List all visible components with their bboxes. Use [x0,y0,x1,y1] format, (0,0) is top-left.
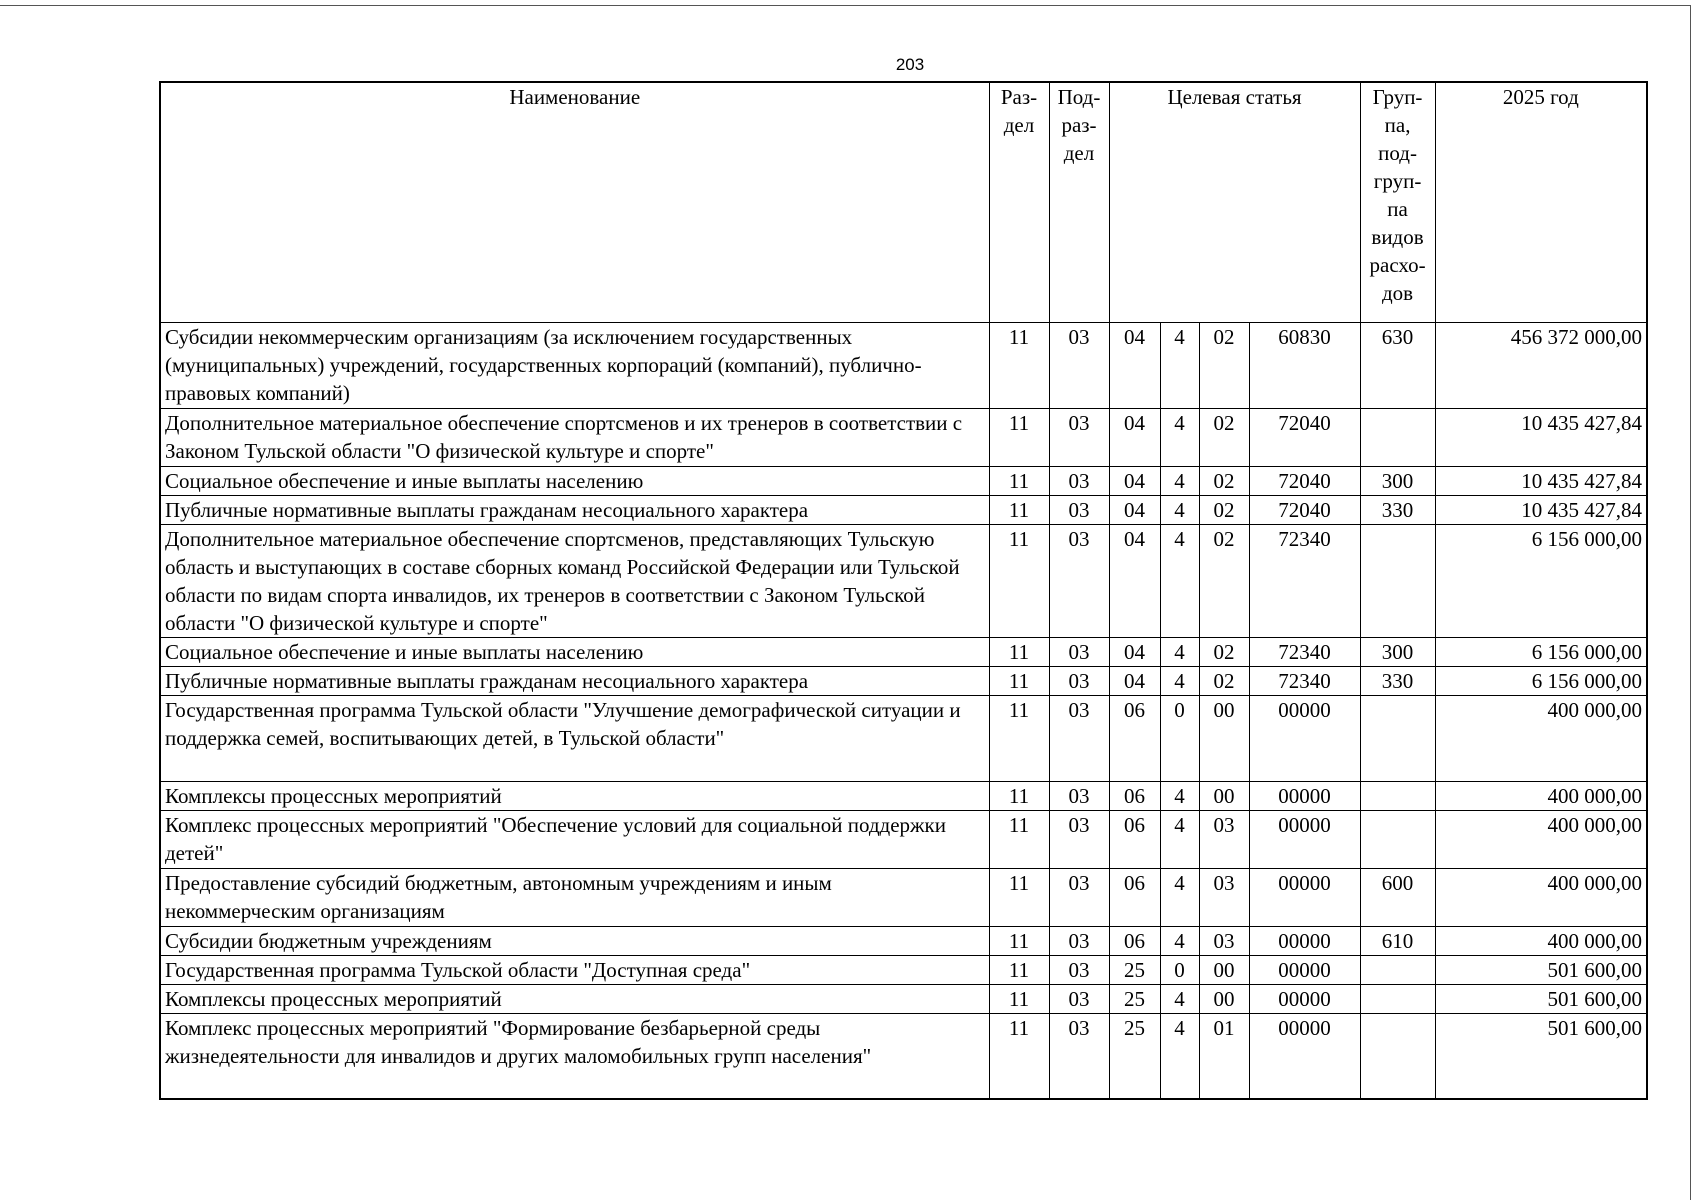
row-target-direction: 00000 [1249,1013,1360,1099]
row-razdel: 11 [989,868,1049,926]
row-podrazdel: 03 [1049,955,1109,984]
row-expense-group: 610 [1360,926,1435,955]
header-expense-group: Груп- па, под- груп- па видов расхо- дов [1360,82,1435,322]
row-expense-group [1360,955,1435,984]
row-target-type: 4 [1160,637,1199,666]
row-target-direction: 00000 [1249,868,1360,926]
row-target-direction: 00000 [1249,695,1360,781]
row-target-program: 25 [1109,955,1160,984]
row-expense-group [1360,810,1435,868]
table-row [160,868,1647,926]
row-podrazdel: 03 [1049,781,1109,810]
row-name: Комплекс процессных мероприятий "Формирование безбарьерной среды жизнедеятельности для инвалидов и других маломобильных групп населения" [160,1013,989,1099]
row-amount: 501 600,00 [1435,955,1647,984]
row-target-type: 4 [1160,408,1199,466]
row-target-program: 06 [1109,926,1160,955]
row-podrazdel: 03 [1049,984,1109,1013]
row-target-subprogram: 00 [1199,984,1249,1013]
row-target-program: 06 [1109,781,1160,810]
row-target-subprogram: 02 [1199,408,1249,466]
row-target-program: 25 [1109,984,1160,1013]
row-amount: 400 000,00 [1435,781,1647,810]
header-row [160,82,1647,322]
row-target-program: 06 [1109,810,1160,868]
row-target-program: 06 [1109,695,1160,781]
row-target-program: 06 [1109,868,1160,926]
row-target-type: 4 [1160,466,1199,495]
row-amount: 6 156 000,00 [1435,524,1647,637]
row-amount: 501 600,00 [1435,1013,1647,1099]
row-target-type: 4 [1160,781,1199,810]
table-row [160,781,1647,810]
row-target-direction: 00000 [1249,955,1360,984]
row-target-program: 04 [1109,466,1160,495]
row-expense-group: 300 [1360,466,1435,495]
row-expense-group [1360,984,1435,1013]
row-name: Дополнительное материальное обеспечение спортсменов и их тренеров в соответствии с Законом Тульской области "О физической культуре и спорте" [160,408,989,466]
row-target-program: 04 [1109,495,1160,524]
row-target-direction: 72040 [1249,495,1360,524]
table-body [160,322,1647,1099]
row-target-program: 04 [1109,637,1160,666]
header-name: Наименование [160,82,989,322]
row-expense-group: 630 [1360,322,1435,408]
row-name: Комплексы процессных мероприятий [160,781,989,810]
row-amount: 501 600,00 [1435,984,1647,1013]
header-year: 2025 год [1435,82,1647,322]
row-target-subprogram: 02 [1199,524,1249,637]
row-target-program: 04 [1109,408,1160,466]
row-target-program: 04 [1109,524,1160,637]
row-expense-group [1360,695,1435,781]
row-podrazdel: 03 [1049,524,1109,637]
row-expense-group [1360,1013,1435,1099]
row-target-type: 4 [1160,495,1199,524]
table-row [160,1013,1647,1099]
row-target-direction: 72340 [1249,666,1360,695]
row-target-direction: 60830 [1249,322,1360,408]
row-razdel: 11 [989,666,1049,695]
table-row [160,695,1647,781]
table-row [160,810,1647,868]
row-name: Публичные нормативные выплаты гражданам несоциального характера [160,666,989,695]
budget-table [159,81,1648,1100]
row-name: Субсидии бюджетным учреждениям [160,926,989,955]
row-target-subprogram: 03 [1199,810,1249,868]
row-amount: 10 435 427,84 [1435,408,1647,466]
row-target-subprogram: 02 [1199,322,1249,408]
row-podrazdel: 03 [1049,408,1109,466]
row-podrazdel: 03 [1049,637,1109,666]
row-target-program: 25 [1109,1013,1160,1099]
row-expense-group: 330 [1360,666,1435,695]
row-target-direction: 72040 [1249,466,1360,495]
row-amount: 10 435 427,84 [1435,466,1647,495]
row-razdel: 11 [989,695,1049,781]
table-row [160,955,1647,984]
row-razdel: 11 [989,637,1049,666]
row-podrazdel: 03 [1049,666,1109,695]
header-podrazdel: Под- раз- дел [1049,82,1109,322]
row-name: Субсидии некоммерческим организациям (за исключением государственных (муниципальных) учреждений, государственных корпораций (компаний), публично-правовых компаний) [160,322,989,408]
row-podrazdel: 03 [1049,495,1109,524]
row-podrazdel: 03 [1049,868,1109,926]
row-podrazdel: 03 [1049,695,1109,781]
page-edge-top [0,5,1690,6]
table-row [160,637,1647,666]
row-name: Социальное обеспечение и иные выплаты населению [160,466,989,495]
row-name: Государственная программа Тульской области "Улучшение демографической ситуации и поддержка семей, воспитывающих детей, в Тульской области" [160,695,989,781]
row-expense-group [1360,524,1435,637]
table-row [160,666,1647,695]
row-target-subprogram: 00 [1199,781,1249,810]
row-target-direction: 72340 [1249,637,1360,666]
row-name: Дополнительное материальное обеспечение спортсменов, представляющих Тульскую область и выступающих в составе сборных команд Российской Федерации или Тульской области по видам спорта инвалидов, их тренеров в соответствии с Законом Тульской области "О физической культуре и спорте" [160,524,989,637]
row-target-type: 4 [1160,322,1199,408]
row-target-type: 4 [1160,868,1199,926]
page-number: 203 [895,55,925,74]
row-target-subprogram: 02 [1199,495,1249,524]
row-target-subprogram: 03 [1199,868,1249,926]
row-target-type: 4 [1160,524,1199,637]
table-row [160,408,1647,466]
row-podrazdel: 03 [1049,322,1109,408]
row-podrazdel: 03 [1049,1013,1109,1099]
row-target-direction: 00000 [1249,781,1360,810]
header-razdel: Раз- дел [989,82,1049,322]
row-target-direction: 72340 [1249,524,1360,637]
row-amount: 6 156 000,00 [1435,637,1647,666]
row-razdel: 11 [989,984,1049,1013]
row-name: Предоставление субсидий бюджетным, автономным учреждениям и иным некоммерческим организациям [160,868,989,926]
row-target-type: 0 [1160,955,1199,984]
row-target-subprogram: 02 [1199,666,1249,695]
table-row [160,524,1647,637]
row-razdel: 11 [989,926,1049,955]
row-target-subprogram: 00 [1199,695,1249,781]
row-target-direction: 00000 [1249,926,1360,955]
row-amount: 6 156 000,00 [1435,666,1647,695]
row-razdel: 11 [989,1013,1049,1099]
row-razdel: 11 [989,466,1049,495]
row-target-subprogram: 02 [1199,466,1249,495]
table-row [160,322,1647,408]
row-razdel: 11 [989,781,1049,810]
row-podrazdel: 03 [1049,810,1109,868]
row-target-type: 4 [1160,984,1199,1013]
row-target-program: 04 [1109,666,1160,695]
page-edge-right [1690,5,1691,1200]
row-amount: 10 435 427,84 [1435,495,1647,524]
row-podrazdel: 03 [1049,466,1109,495]
row-target-type: 4 [1160,666,1199,695]
row-name: Социальное обеспечение и иные выплаты населению [160,637,989,666]
row-expense-group: 300 [1360,637,1435,666]
header-target-article: Целевая статья [1109,82,1360,322]
row-target-program: 04 [1109,322,1160,408]
row-target-direction: 00000 [1249,810,1360,868]
row-amount: 400 000,00 [1435,695,1647,781]
row-podrazdel: 03 [1049,926,1109,955]
row-name: Комплекс процессных мероприятий "Обеспечение условий для социальной поддержки детей" [160,810,989,868]
table-row [160,495,1647,524]
row-razdel: 11 [989,322,1049,408]
row-razdel: 11 [989,955,1049,984]
row-expense-group [1360,408,1435,466]
row-razdel: 11 [989,810,1049,868]
row-expense-group [1360,781,1435,810]
row-target-type: 0 [1160,695,1199,781]
row-target-type: 4 [1160,810,1199,868]
row-target-subprogram: 01 [1199,1013,1249,1099]
row-razdel: 11 [989,495,1049,524]
row-razdel: 11 [989,524,1049,637]
row-target-type: 4 [1160,926,1199,955]
row-target-direction: 00000 [1249,984,1360,1013]
row-name: Государственная программа Тульской области "Доступная среда" [160,955,989,984]
row-target-subprogram: 02 [1199,637,1249,666]
row-name: Комплексы процессных мероприятий [160,984,989,1013]
row-amount: 400 000,00 [1435,868,1647,926]
row-expense-group: 600 [1360,868,1435,926]
row-target-subprogram: 03 [1199,926,1249,955]
table-row [160,466,1647,495]
row-name: Публичные нормативные выплаты гражданам несоциального характера [160,495,989,524]
row-target-direction: 72040 [1249,408,1360,466]
row-amount: 400 000,00 [1435,926,1647,955]
row-amount: 456 372 000,00 [1435,322,1647,408]
row-expense-group: 330 [1360,495,1435,524]
table-row [160,926,1647,955]
row-target-subprogram: 00 [1199,955,1249,984]
row-amount: 400 000,00 [1435,810,1647,868]
row-target-type: 4 [1160,1013,1199,1099]
table-row [160,984,1647,1013]
row-razdel: 11 [989,408,1049,466]
